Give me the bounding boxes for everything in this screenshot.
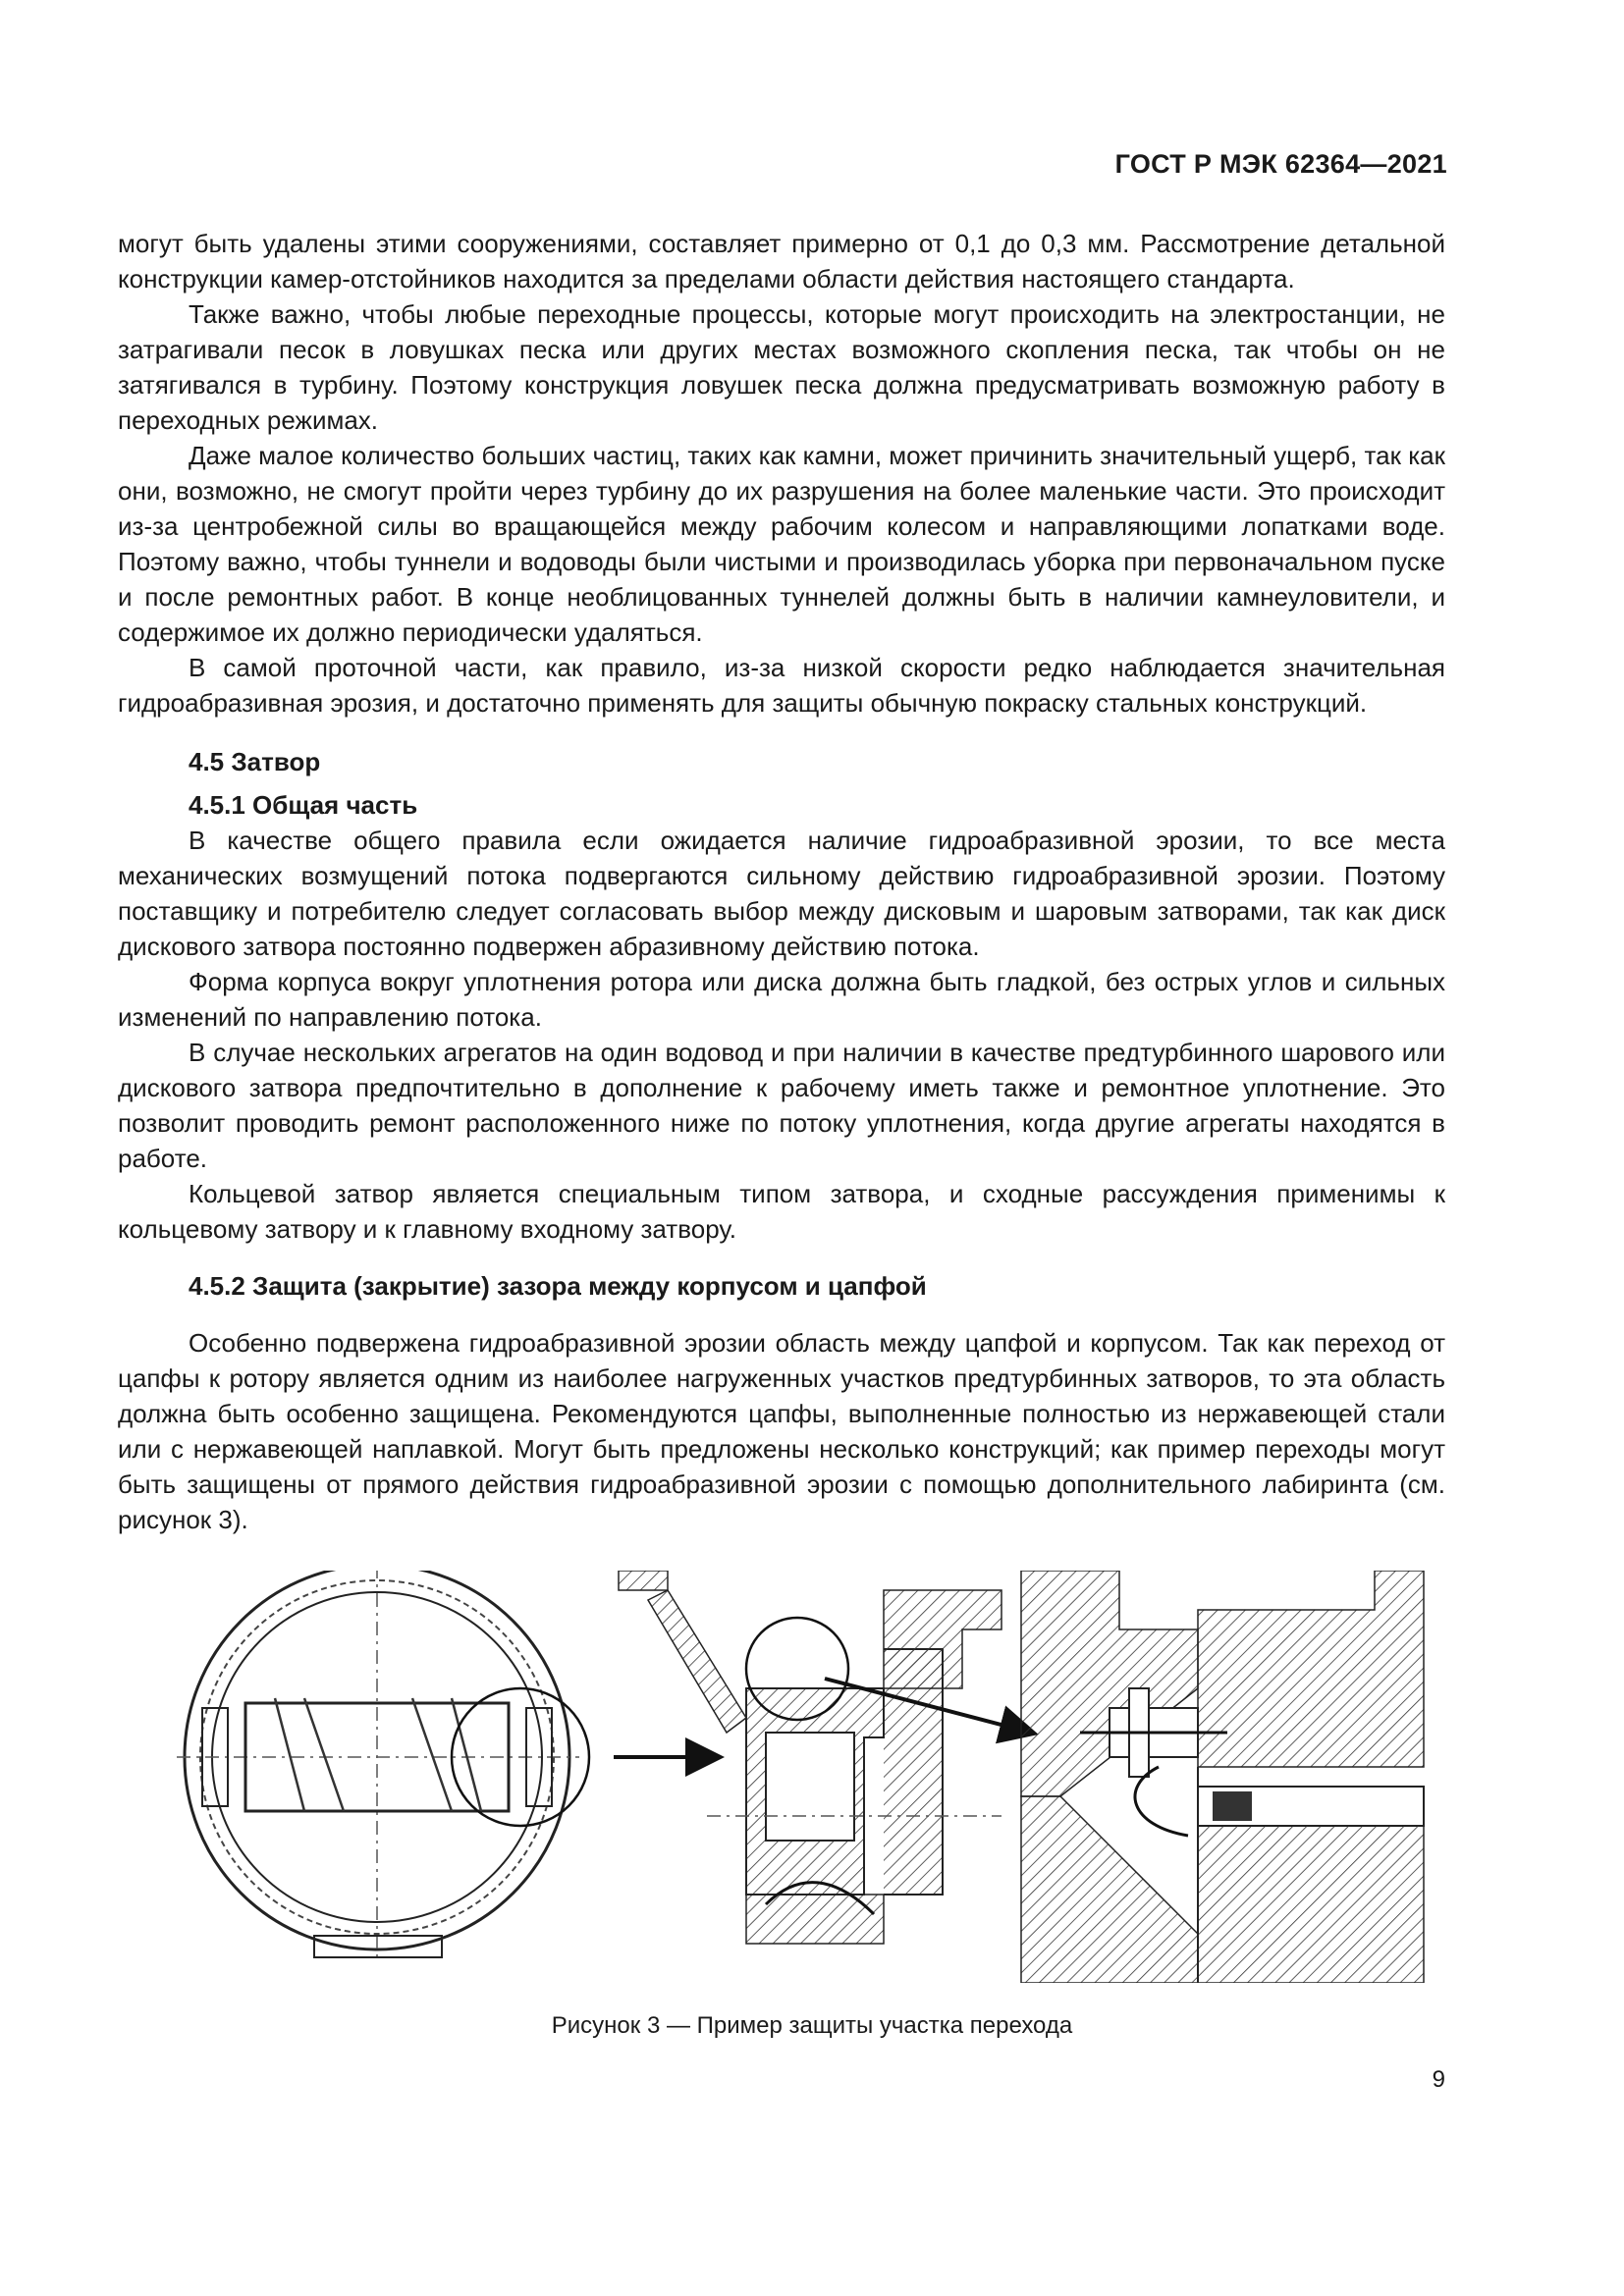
paragraph: могут быть удалены этими сооружениями, составляет примерно от 0,1 до 0,3 мм. Рассмотрение детальной конструкции камер-отстойников находится за пределами области действия настоящего стандарта. bbox=[118, 229, 1445, 294]
paragraph: Также важно, чтобы любые переходные процессы, которые могут происходить на электростанции, не затрагивали песок в ловушках песка или других местах возможного скопления песка, так чтобы он не затягивался в турбину. Поэтому конструкция ловушек песка должна предусматривать возможную работу в переходных режимах. bbox=[118, 299, 1445, 435]
paragraph: Особенно подвержена гидроабразивной эрозии область между цапфой и корпусом. Так как переход от цапфы к ротору является одним из наиболее нагруженных участков предтурбинных затворов, то эта область должна быть особенно защищена. Рекомендуются цапфы, выполненные полностью из нержавеющей стали или с нержавеющей наплавкой. Могут быть предложены несколько конструкций; как пример переходы могут быть защищены от прямого действия гидроабразивной эрозии с помощью дополнительного лабиринта (см. рисунок 3). bbox=[118, 1328, 1445, 1534]
document-header: ГОСТ Р МЭК 62364—2021 bbox=[1114, 149, 1447, 179]
paragraph: Даже малое количество больших частиц, таких как камни, может причинить значительный ущерб, так как они, возможно, не смогут пройти через турбину до их разрушения на более маленькие части. Это происходит из-за центробежной силы во вращающейся между рабочим колесом и направляющими лопатками воде. Поэтому важно, чтобы туннели и водоводы были чистыми и производилась уборка при первоначальном пуске и после ремонтных работ. В конце необлицованных туннелей должны быть в наличии камнеуловители, и содержимое их должно периодически удаляться. bbox=[118, 441, 1445, 647]
figure-3-drawing bbox=[118, 1571, 1445, 1983]
paragraph: Форма корпуса вокруг уплотнения ротора или диска должна быть гладкой, без острых углов и сильных изменений по направлению потока. bbox=[118, 967, 1445, 1032]
detail-view bbox=[1021, 1571, 1424, 1983]
valve-overview bbox=[177, 1571, 589, 1963]
page-number: 9 bbox=[1432, 2066, 1445, 2093]
paragraph: В качестве общего правила если ожидается наличие гидроабразивной эрозии, то все места механических возмущений потока подвергаются сильному действию гидроабразивной эрозии. Поэтому поставщику и потребителю следует согласовать выбор между дисковым и шаровым затворами, так как диск дискового затвора постоянно подвержен абразивному действию потока. bbox=[118, 826, 1445, 961]
figure-caption: Рисунок 3 — Пример защиты участка перехода bbox=[551, 2012, 1073, 2039]
subsection-heading: 4.5.1 Общая часть bbox=[189, 790, 418, 820]
paragraph: В случае нескольких агрегатов на один водовод и при наличии в качестве предтурбинного шарового или дискового затвора предпочтительно в дополнение к рабочему иметь также и ремонтное уплотнение. Это позволит проводить ремонт расположенного ниже по потоку уплотнения, когда другие агрегаты находятся в работе. bbox=[118, 1038, 1445, 1173]
paragraph: Кольцевой затвор является специальным типом затвора, и сходные рассуждения применимы к кольцевому затвору и к главному входному затвору. bbox=[118, 1179, 1445, 1244]
section-heading: 4.5 Затвор bbox=[189, 747, 321, 776]
document-body bbox=[118, 226, 1445, 1537]
paragraph: В самой проточной части, как правило, из-за низкой скорости редко наблюдается значительная гидроабразивная эрозия, и достаточно применять для защиты обычную покраску стальных конструкций. bbox=[118, 653, 1445, 718]
subsection-heading: 4.5.2 Защита (закрытие) зазора между корпусом и цапфой bbox=[189, 1271, 927, 1301]
technical-drawing bbox=[118, 1571, 1445, 1983]
